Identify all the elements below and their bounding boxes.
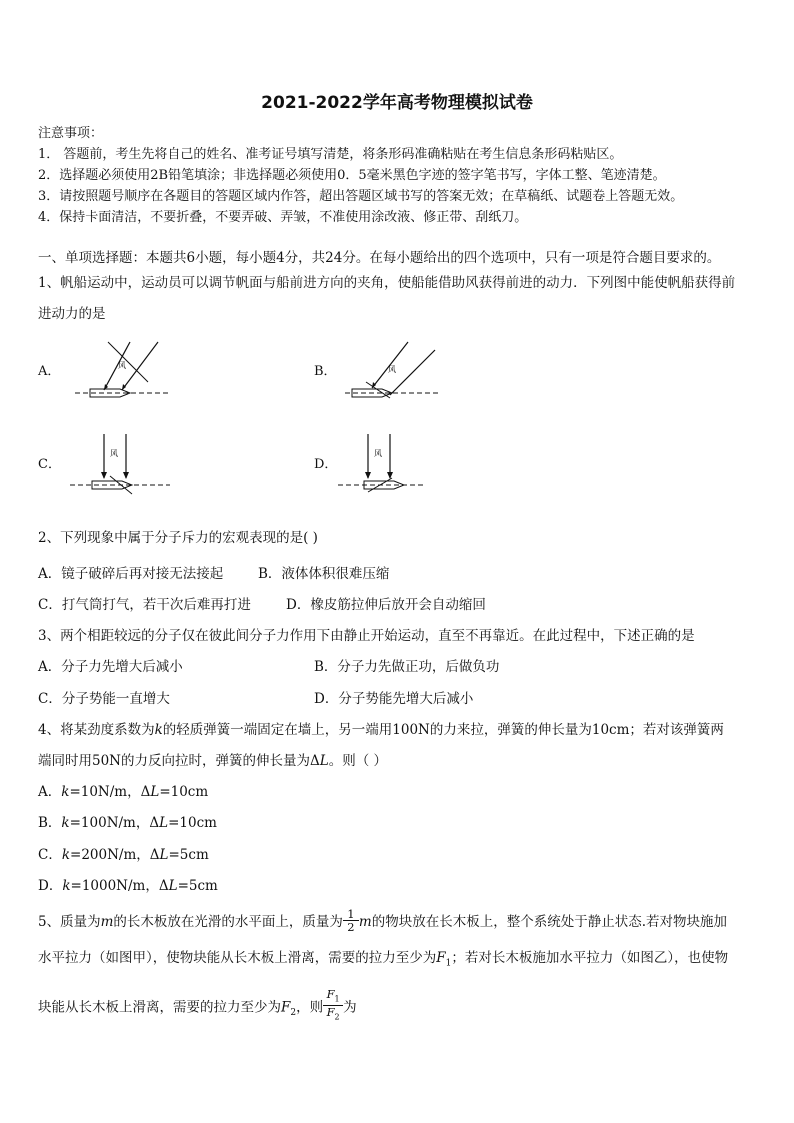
notice-item-3: 3．请按照题号顺序在各题目的答题区域内作答，超出答题区域书写的答案无效；在草稿纸、试题卷上答题无效。: [38, 189, 684, 204]
q3-option-a: A．分子力先增大后减小: [38, 659, 183, 675]
q4-option-a: A．k=10N/m，ΔL=10cm: [38, 784, 209, 800]
q3-option-c: C．分子势能一直增大: [38, 691, 170, 707]
q1-figure-a: [70, 340, 180, 405]
section-heading: 一、单项选择题：本题共6小题，每小题4分，共24分。在每小题给出的四个选项中，只有一项是符合题目要求的。: [38, 250, 721, 266]
wind-label-a: 风: [118, 361, 126, 370]
q4-option-c: C．k=200N/m，ΔL=5cm: [38, 847, 209, 863]
q5-stem-line1: 5、质量为m的长木板放在光滑的水平面上，质量为 $\frac{1}{2}$ m的物块放在长木板上，整个系统处于静止状态.若对物块施加: [38, 907, 728, 934]
q1-option-d-label: D．: [314, 457, 338, 472]
q1-figure-d: [338, 432, 448, 497]
notice-heading: 注意事项：: [38, 126, 104, 141]
page-title: 2021-2022学年高考物理模拟试卷: [261, 93, 533, 113]
q1-option-b-label: B．: [314, 364, 337, 379]
q2-stem: 2、下列现象中属于分子斥力的宏观表现的是( ): [38, 530, 318, 546]
notice-item-1: 1． 答题前，考生先将自己的姓名、准考证号填写清楚，将条形码准确粘贴在考生信息条形码粘贴区。: [38, 147, 623, 162]
q5-stem-line3: 块能从长木板上滑离，需要的拉力至少为$F_2$，则 $\frac{F_1}{F_2}$ 为: [38, 987, 357, 1022]
q2-option-b: B．液体体积很难压缩: [258, 566, 390, 582]
q4-stem-line2: 端同时用50N的力反向拉时，弹簧的伸长量为ΔL。则（ ）: [38, 753, 388, 769]
q1-option-c-label: C．: [38, 457, 61, 472]
notice-item-2: 2．选择题必须使用2B铅笔填涂；非选择题必须使用0．5毫米黑色字迹的签字笔书写，字体工整、笔迹清楚。: [38, 168, 666, 183]
q2-option-c: C．打气筒打气，若干次后难再打进: [38, 597, 251, 613]
q1-figure-c: [70, 432, 180, 497]
q3-option-b: B．分子力先做正功，后做负功: [314, 659, 500, 675]
q3-stem: 3、两个相距较远的分子仅在彼此间分子力作用下由静止开始运动，直至不再靠近。在此过程中，下述正确的是: [38, 628, 695, 644]
q1-figure-b: [340, 340, 450, 405]
notice-item-4: 4．保持卡面清洁，不要折叠，不要弄破、弄皱，不准使用涂改液、修正带、刮纸刀。: [38, 210, 528, 225]
wind-label-c: 风: [110, 449, 118, 458]
q2-option-a: A．镜子破碎后再对接无法接起: [38, 566, 224, 582]
q1-stem-line2: 进动力的是: [38, 306, 106, 322]
wind-label-d: 风: [374, 449, 382, 458]
q4-option-d: D．k=1000N/m，ΔL=5cm: [38, 878, 218, 894]
q1-stem-line1: 1、帆船运动中，运动员可以调节帆面与船前进方向的夹角，使船能借助风获得前进的动力．下列图中能使帆船获得前: [38, 275, 736, 291]
wind-label-b: 风: [388, 365, 396, 374]
q4-stem-line1: 4、将某劲度系数为k的轻质弹簧一端固定在墙上，另一端用100N的力来拉，弹簧的伸长量为10cm；若对该弹簧两: [38, 722, 724, 738]
q4-option-b: B．k=100N/m，ΔL=10cm: [38, 815, 217, 831]
q3-option-d: D．分子势能先增大后减小: [314, 691, 474, 707]
q5-stem-line2: 水平拉力（如图甲），使物块能从长木板上滑离，需要的拉力至少为$F_1$；若对长木板施加水平拉力（如图乙），也使物: [38, 950, 729, 969]
q1-option-a-label: A．: [38, 364, 61, 379]
q2-option-d: D．橡皮筋拉伸后放开会自动缩回: [286, 597, 486, 613]
q5-ratio-fraction: $\frac{F_1}{F_2}$: [323, 988, 343, 1024]
q5-half-fraction: $\frac{1}{2}$: [343, 908, 359, 933]
